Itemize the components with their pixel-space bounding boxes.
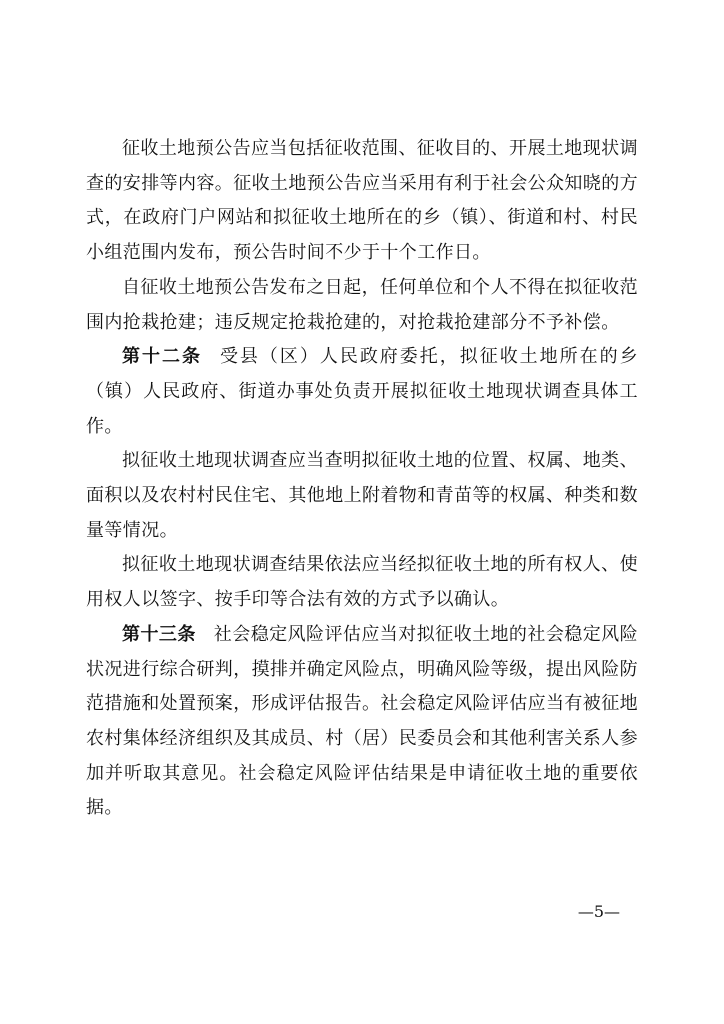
paragraph-text: 拟征收土地现状调查应当查明拟征收土地的位置、权属、地类、面积以及农村村民住宅、其他地上附着物和青苗等的权属、种类和数量等情况。 — [86, 450, 638, 541]
paragraph-text: 征收土地预公告应当包括征收范围、征收目的、开展土地现状调查的安排等内容。征收土地预公告应当采用有利于社会公众知晓的方式，在政府门户网站和拟征收土地所在的乡（镇）、街道和村、村民小组范围内发布，预公告时间不少于十个工作日。 — [86, 138, 638, 264]
article-13 — [86, 618, 638, 826]
paragraph-5 — [86, 548, 638, 617]
document-body — [86, 132, 638, 826]
paragraph-2 — [86, 271, 638, 340]
paragraph-text: 受县（区）人民政府委托，拟征收土地所在的乡（镇）人民政府、街道办事处负责开展拟征收土地现状调查具体工作。 — [86, 346, 638, 437]
paragraph-text: 自征收土地预公告发布之日起，任何单位和个人不得在拟征收范围内抢栽抢建；违反规定抢栽抢建的，对抢栽抢建部分不予补偿。 — [86, 276, 638, 333]
paragraph-4 — [86, 444, 638, 548]
paragraph-text: 社会稳定风险评估应当对拟征收土地的社会稳定风险状况进行综合研判，摸排并确定风险点，明确风险等级，提出风险防范措施和处置预案，形成评估报告。社会稳定风险评估应当有被征地农村集体经济组织及其成员、村（居）民委员会和其他利害关系人参加并听取其意见。社会稳定风险评估结果是申请征收土地的重要依据。 — [86, 623, 638, 819]
paragraph-1 — [86, 132, 638, 271]
page-number: —5— — [577, 902, 620, 921]
article-number: 第十二条 — [122, 346, 202, 368]
article-number: 第十三条 — [122, 623, 196, 645]
article-12 — [86, 340, 638, 444]
paragraph-text: 拟征收土地现状调查结果依法应当经拟征收土地的所有权人、使用权人以签字、按手印等合法有效的方式予以确认。 — [86, 554, 638, 611]
